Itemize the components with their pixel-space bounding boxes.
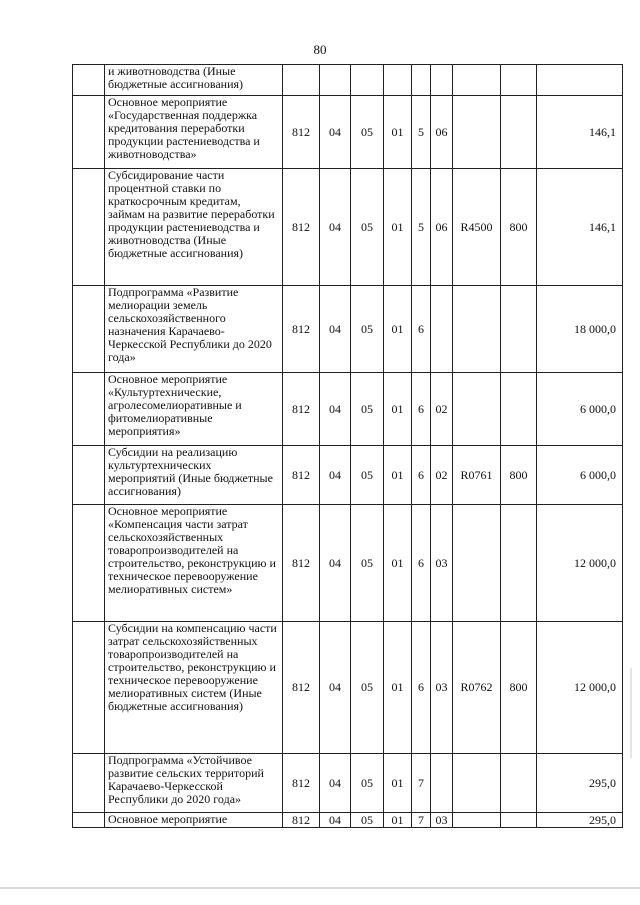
- direction-code-cell: [453, 505, 501, 622]
- ministry-code-cell: 812: [283, 505, 320, 622]
- direction-code-cell: R0762: [453, 622, 501, 754]
- row-number-cell: [73, 754, 105, 813]
- budget-table-body: [73, 65, 623, 828]
- ministry-code-cell: [283, 65, 320, 96]
- subsection-code-cell: 05: [351, 446, 384, 505]
- program-code-cell: 01: [384, 373, 412, 446]
- table-row: [73, 373, 623, 446]
- amount-cell: 18 000,0: [537, 286, 623, 373]
- name-cell: Субсидии на компенсацию части затрат сельскохозяйственных товаропроизводителей на строительство, реконструкцию и техническое перевооружение мелиоративных систем (Иные бюджетные ассигнования): [105, 622, 283, 754]
- amount-cell: [537, 65, 623, 96]
- program-code-cell: 01: [384, 622, 412, 754]
- table-row: [73, 96, 623, 169]
- subsection-code-cell: 05: [351, 373, 384, 446]
- direction-code-cell: [453, 65, 501, 96]
- subprogram-code-cell: 6: [412, 446, 431, 505]
- name-cell: Субсидирование части процентной ставки по краткосрочным кредитам, займам на развитие переработки продукции растениеводства и животноводства (Иные бюджетные ассигнования): [105, 169, 283, 286]
- subprogram-code-cell: 5: [412, 96, 431, 169]
- subprogram-code-cell: [412, 65, 431, 96]
- subsection-code-cell: 05: [351, 96, 384, 169]
- measure-code-cell: [431, 754, 453, 813]
- program-code-cell: 01: [384, 96, 412, 169]
- row-number-cell: [73, 505, 105, 622]
- section-code-cell: 04: [320, 446, 351, 505]
- measure-code-cell: 03: [431, 622, 453, 754]
- amount-cell: 146,1: [537, 96, 623, 169]
- program-code-cell: 01: [384, 169, 412, 286]
- expense-type-cell: [501, 373, 537, 446]
- subprogram-code-cell: 7: [412, 754, 431, 813]
- section-code-cell: 04: [320, 286, 351, 373]
- measure-code-cell: 06: [431, 96, 453, 169]
- name-cell: Субсидии на реализацию культуртехнических мероприятий (Иные бюджетные ассигнования): [105, 446, 283, 505]
- direction-code-cell: [453, 813, 501, 828]
- table-row: [73, 169, 623, 286]
- section-code-cell: 04: [320, 96, 351, 169]
- name-cell: и животноводства (Иные бюджетные ассигнования): [105, 65, 283, 96]
- direction-code-cell: [453, 754, 501, 813]
- row-number-cell: [73, 286, 105, 373]
- subsection-code-cell: 05: [351, 286, 384, 373]
- program-code-cell: 01: [384, 446, 412, 505]
- page-number: 80: [313, 42, 327, 57]
- table-row: [73, 286, 623, 373]
- subsection-code-cell: 05: [351, 169, 384, 286]
- expense-type-cell: [501, 754, 537, 813]
- subprogram-code-cell: 5: [412, 169, 431, 286]
- section-code-cell: 04: [320, 813, 351, 828]
- amount-cell: 12 000,0: [537, 622, 623, 754]
- ministry-code-cell: 812: [283, 446, 320, 505]
- name-cell: Основное мероприятие: [105, 813, 283, 828]
- ministry-code-cell: 812: [283, 373, 320, 446]
- amount-cell: 6 000,0: [537, 373, 623, 446]
- subsection-code-cell: 05: [351, 505, 384, 622]
- name-cell: Подпрограмма «Устойчивое развитие сельских территорий Карачаево-Черкесской Республики до 2020 года»: [105, 754, 283, 813]
- amount-cell: 295,0: [537, 754, 623, 813]
- budget-table: [72, 64, 623, 828]
- subprogram-code-cell: 6: [412, 505, 431, 622]
- expense-type-cell: 800: [501, 622, 537, 754]
- expense-type-cell: [501, 813, 537, 828]
- section-code-cell: 04: [320, 622, 351, 754]
- measure-code-cell: [431, 65, 453, 96]
- name-cell: Подпрограмма «Развитие мелиорации земель сельскохозяйственного назначения Карачаево-Черкесской Республики до 2020 года»: [105, 286, 283, 373]
- subprogram-code-cell: 7: [412, 813, 431, 828]
- table-row: [73, 505, 623, 622]
- ministry-code-cell: 812: [283, 754, 320, 813]
- expense-type-cell: 800: [501, 446, 537, 505]
- name-cell: Основное мероприятие «Государственная поддержка кредитования переработки продукции растениеводства и животноводства»: [105, 96, 283, 169]
- ministry-code-cell: 812: [283, 96, 320, 169]
- section-code-cell: 04: [320, 373, 351, 446]
- amount-cell: 12 000,0: [537, 505, 623, 622]
- ministry-code-cell: 812: [283, 622, 320, 754]
- subsection-code-cell: 05: [351, 813, 384, 828]
- row-number-cell: [73, 446, 105, 505]
- expense-type-cell: 800: [501, 169, 537, 286]
- name-cell: Основное мероприятие «Компенсация части затрат сельскохозяйственных товаропроизводителей на строительство, реконструкцию и техническое перевооружение мелиоративных систем»: [105, 505, 283, 622]
- table-row: [73, 65, 623, 96]
- row-number-cell: [73, 169, 105, 286]
- measure-code-cell: 02: [431, 373, 453, 446]
- amount-cell: 295,0: [537, 813, 623, 828]
- measure-code-cell: 03: [431, 505, 453, 622]
- scan-margin-mark: [630, 668, 632, 758]
- measure-code-cell: 03: [431, 813, 453, 828]
- subsection-code-cell: [351, 65, 384, 96]
- program-code-cell: 01: [384, 505, 412, 622]
- program-code-cell: [384, 65, 412, 96]
- ministry-code-cell: 812: [283, 813, 320, 828]
- section-code-cell: 04: [320, 169, 351, 286]
- table-row: [73, 446, 623, 505]
- section-code-cell: 04: [320, 505, 351, 622]
- section-code-cell: [320, 65, 351, 96]
- section-code-cell: 04: [320, 754, 351, 813]
- name-cell: Основное мероприятие «Культуртехнические, агролесомелиоративные и фитомелиоративные мероприятия»: [105, 373, 283, 446]
- measure-code-cell: 06: [431, 169, 453, 286]
- row-number-cell: [73, 65, 105, 96]
- direction-code-cell: [453, 96, 501, 169]
- program-code-cell: 01: [384, 286, 412, 373]
- row-number-cell: [73, 373, 105, 446]
- table-row: [73, 813, 623, 828]
- direction-code-cell: R0761: [453, 446, 501, 505]
- subsection-code-cell: 05: [351, 622, 384, 754]
- subprogram-code-cell: 6: [412, 622, 431, 754]
- measure-code-cell: 02: [431, 446, 453, 505]
- amount-cell: 146,1: [537, 169, 623, 286]
- subprogram-code-cell: 6: [412, 286, 431, 373]
- row-number-cell: [73, 96, 105, 169]
- program-code-cell: 01: [384, 813, 412, 828]
- table-row: [73, 622, 623, 754]
- expense-type-cell: [501, 96, 537, 169]
- table-row: [73, 754, 623, 813]
- row-number-cell: [73, 622, 105, 754]
- expense-type-cell: [501, 505, 537, 622]
- amount-cell: 6 000,0: [537, 446, 623, 505]
- expense-type-cell: [501, 65, 537, 96]
- row-number-cell: [73, 813, 105, 828]
- direction-code-cell: [453, 286, 501, 373]
- ministry-code-cell: 812: [283, 169, 320, 286]
- program-code-cell: 01: [384, 754, 412, 813]
- direction-code-cell: R4500: [453, 169, 501, 286]
- measure-code-cell: [431, 286, 453, 373]
- subsection-code-cell: 05: [351, 754, 384, 813]
- subprogram-code-cell: 6: [412, 373, 431, 446]
- scan-edge-line: [0, 887, 640, 889]
- expense-type-cell: [501, 286, 537, 373]
- ministry-code-cell: 812: [283, 286, 320, 373]
- direction-code-cell: [453, 373, 501, 446]
